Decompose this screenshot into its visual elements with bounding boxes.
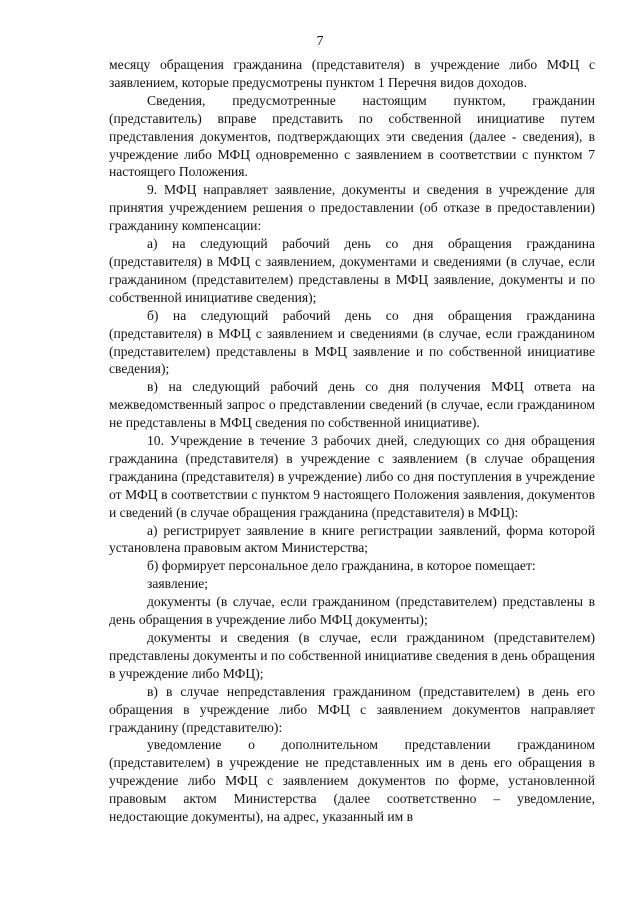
paragraph: месяцу обращения гражданина (представителя) в учреждение либо МФЦ с заявлением, которые предусмотрены пунктом 1 Перечня видов доходов. bbox=[109, 57, 595, 90]
paragraph: 10. Учреждение в течение 3 рабочих дней, следующих со дня обращения гражданина (представителя) в учреждение с заявлением (в случае обращения гражданина (представителя) в учреждение) либо со дня поступления в учреждение от МФЦ в соответствии с пунктом 9 настоящего Положения заявления, документов и сведений (в случае обращения гражданина (представителя) в МФЦ): bbox=[109, 433, 595, 520]
paragraph: а) регистрирует заявление в книге регистрации заявлений, форма которой установлена правовым актом Министерства; bbox=[109, 522, 595, 556]
paragraph: документы и сведения (в случае, если гражданином (представителем) представлены документы и по собственной инициативе сведения в день обращения в учреждение либо МФЦ); bbox=[109, 630, 595, 681]
paragraph: уведомление о дополнительном представлении гражданином (представителем) в учреждение не представленных им в день его обращения в учреждение либо МФЦ с заявлением документов по форме, установленной правовым актом Министерства (далее соответственно – уведомление, недостающие документы), на адрес, указанный им в bbox=[109, 737, 595, 825]
paragraph: заявление; bbox=[147, 576, 209, 592]
paragraph: документы (в случае, если гражданином (представителем) представлены в день обращения в учреждение либо МФЦ документы); bbox=[109, 594, 595, 628]
paragraph: а) на следующий рабочий день со дня обращения гражданина (представителя) в МФЦ с заявлением, документами и сведениями (в случае, если гражданином (представителем) представлены в МФЦ заявление, документы и по собственной инициативе сведения); bbox=[109, 236, 595, 305]
paragraph: в) в случае непредставления гражданином (представителем) в день его обращения в учреждение либо МФЦ с заявлением документов направляет гражданину (представителю): bbox=[109, 683, 595, 735]
paragraph: Сведения, предусмотренные настоящим пунктом, гражданин (представитель) вправе представить по собственной инициативе путем представления документов, подтверждающих эти сведения (далее - сведения), в учреждение либо МФЦ одновременно с заявлением в соответствии с пунктом 7 настоящего Положения. bbox=[109, 92, 595, 180]
paragraph: в) на следующий рабочий день со дня получения МФЦ ответа на межведомственный запрос о представлении сведений (в случае, если гражданином не представлены в МФЦ сведения по собственной инициативе). bbox=[109, 379, 595, 431]
paragraph: 9. МФЦ направляет заявление, документы и сведения в учреждение для принятия учреждением решения о предоставлении (об отказе в предоставлении) гражданину компенсации: bbox=[109, 182, 595, 234]
document-body bbox=[109, 56, 595, 826]
paragraph: б) формирует персональное дело гражданина, в которое помещает: bbox=[147, 558, 536, 574]
paragraph: б) на следующий рабочий день со дня обращения гражданина (представителя) в МФЦ с заявлением и сведениями (в случае, если гражданином (представителем) представлены в МФЦ заявление и по собственной инициативе сведения); bbox=[109, 307, 595, 377]
page-number: 7 bbox=[316, 34, 324, 49]
